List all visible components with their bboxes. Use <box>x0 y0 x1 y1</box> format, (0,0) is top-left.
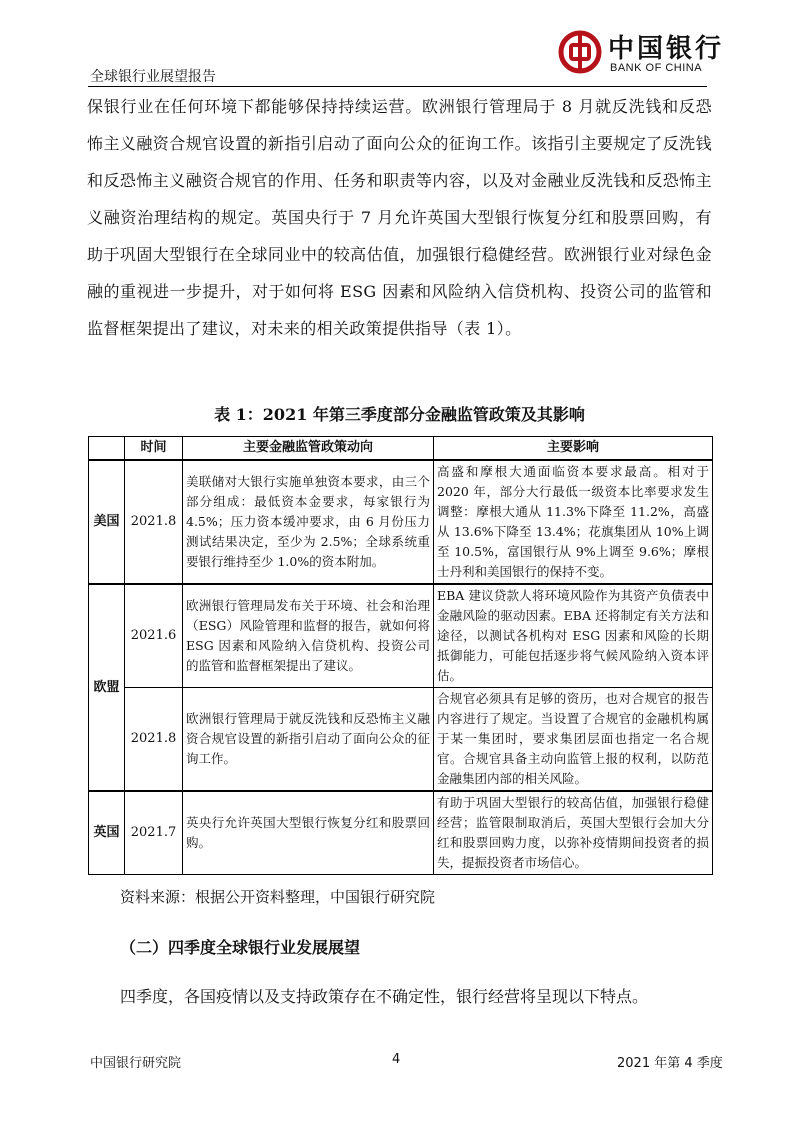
impact-cell: 有助于巩固大型银行的较高估值，加强银行稳健经营；监管限制取消后，英国大型银行会加大分红和股票回购力度，以弥补疫情期间投资者的损失，提振投资者市场信心。 <box>434 791 713 875</box>
table-row <box>89 584 713 688</box>
logo-english-name: BANK OF CHINA <box>610 62 703 74</box>
date-cell: 2021.6 <box>125 584 183 688</box>
logo-chinese-name: 中国银行 <box>608 34 725 64</box>
region-uk: 英国 <box>89 791 125 875</box>
header-time: 时间 <box>125 437 183 461</box>
footer-period: 2021 年第 4 季度 <box>617 1056 723 1071</box>
table-row <box>89 460 713 584</box>
header-policy: 主要金融监管政策动向 <box>183 437 434 461</box>
table-source: 资料来源：根据公开资料整理，中国银行研究院 <box>120 888 436 906</box>
intro-paragraph: 保银行业在任何环境下都能够保持持续运营。欧洲银行管理局于 8 月就反洗钱和反恐怖主义融资合规官设置的新指引启动了面向公众的征询工作。该指引主要规定了反洗钱和反恐怖主义融资合规官的作用、任务和职责等内容，以及对金融业反洗钱和反恐怖主义融资治理结构的规定。英国央行于 7 月允许英国大型银行恢复分红和股票回购，有助于巩固大型银行在全球同业中的较高估值，加强银行稳健经营。欧洲银行业对绿色金融的重视进一步提升，对于如何将 ESG 因素和风险纳入信贷机构、投资公司的监管和监督框架提出了建议，对未来的相关政策提供指导（表 1）。 <box>87 97 712 338</box>
policy-cell: 欧洲银行管理局发布关于环境、社会和治理（ESG）风险管理和监督的报告，就如何将 ESG 因素和风险纳入信贷机构、投资公司的监管和监督框架提出了建议。 <box>183 584 434 688</box>
bank-of-china-logo-icon <box>558 30 602 74</box>
table-row <box>89 688 713 792</box>
header-rule <box>88 86 707 87</box>
policy-cell: 欧洲银行管理局于就反洗钱和反恐怖主义融资合规官设置的新指引启动了面向公众的征询工作。 <box>183 688 434 792</box>
report-title: 全球银行业展望报告 <box>90 69 216 85</box>
date-cell: 2021.8 <box>125 688 183 792</box>
policy-table <box>88 436 713 875</box>
region-us: 美国 <box>89 460 125 584</box>
section-paragraph: 四季度，各国疫情以及支持政策存在不确定性，银行经营将呈现以下特点。 <box>120 987 649 1006</box>
header-region <box>89 437 125 461</box>
date-cell: 2021.8 <box>125 460 183 584</box>
table-row <box>89 791 713 875</box>
region-eu: 欧盟 <box>89 584 125 791</box>
bank-logo <box>558 28 725 84</box>
table-header-row <box>89 437 713 461</box>
policy-cell: 英央行允许英国大型银行恢复分红和股票回购。 <box>183 791 434 875</box>
header-impact: 主要影响 <box>434 437 713 461</box>
page-number: 4 <box>392 1052 401 1067</box>
footer-publisher: 中国银行研究院 <box>90 1056 182 1071</box>
section-heading: （二）四季度全球银行业发展展望 <box>120 938 361 957</box>
impact-cell: 高盛和摩根大通面临资本要求最高。相对于 2020 年，部分大行最低一级资本比率要求发生调整：摩根大通从 11.3%下降至 11.2%，高盛从 13.6%下降至 13.4%；花旗集团从 10%上调至 10.5%，富国银行从 9%上调至 9.6%；摩根士丹利和美国银行的保持不变。 <box>434 460 713 584</box>
policy-cell: 美联储对大银行实施单独资本要求，由三个部分组成：最低资本金要求，每家银行为 4.5%；压力资本缓冲要求，由 6 月份压力测试结果决定，至少为 2.5%；全球系统重要银行维持至少 1.0%的资本附加。 <box>183 460 434 584</box>
impact-cell: 合规官必须具有足够的资历，也对合规官的报告内容进行了规定。当设置了合规官的金融机构属于某一集团时，要求集团层面也指定一名合规官。合规官具备主动向监管上报的权利，以防范金融集团内部的相关风险。 <box>434 688 713 792</box>
impact-cell: EBA 建议贷款人将环境风险作为其资产负债表中金融风险的驱动因素。EBA 还将制定有关方法和途径，以测试各机构对 ESG 因素和风险的长期抵御能力，可能包括逐步将气候风险纳入资本评估。 <box>434 584 713 688</box>
table-caption: 表 1：2021 年第三季度部分金融监管政策及其影响 <box>214 405 585 424</box>
date-cell: 2021.7 <box>125 791 183 875</box>
